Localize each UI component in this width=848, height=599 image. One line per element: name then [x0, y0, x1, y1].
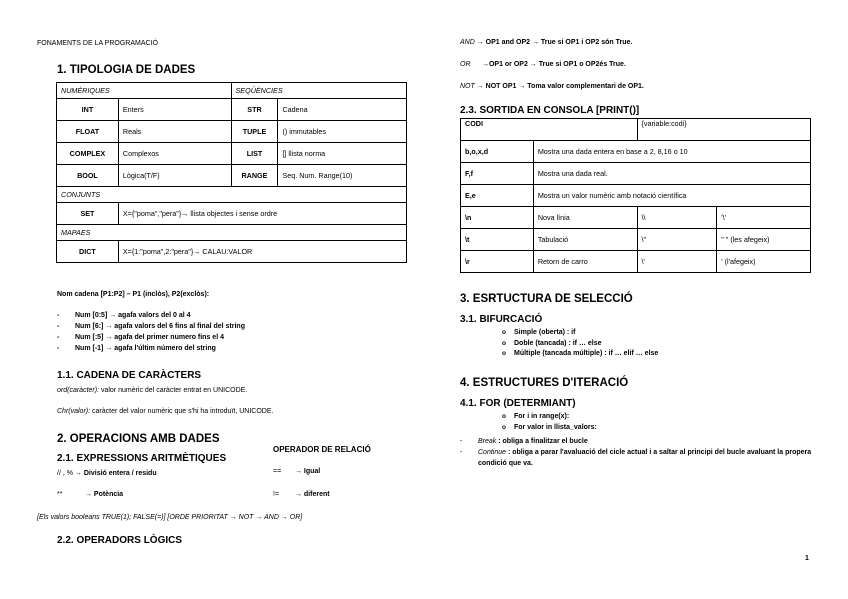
- slice-list: [57, 310, 397, 354]
- list-item: o Múltiple (tancada múltiple) : if … elif … else: [502, 349, 802, 360]
- table-section-row: [57, 225, 407, 241]
- list-item: o For i in range(x):: [502, 412, 802, 423]
- table-row: INT Enters STR Cadena: [57, 99, 407, 121]
- table-row: FLOAT Reals TUPLE () immutables: [57, 121, 407, 143]
- table-section-row: [57, 83, 407, 99]
- subsection-heading-print: 2.3. SORTIDA EN CONSOLA [PRINT()]: [460, 105, 640, 116]
- slice-note: Nom cadena [P1:P2] – P1 (inclòs), P2(exclòs):: [57, 291, 210, 298]
- list-item: - Num [0:5] → agafa valors del 0 al 4: [57, 310, 397, 321]
- list-item: - Break : obliga a finalitzar el bucle: [460, 436, 815, 447]
- arith-power: ** → Potència: [57, 491, 124, 498]
- list-item: o For valor in llista_valors:: [502, 423, 802, 434]
- table-row: SET X={"poma","pera"}→ llista objectes i sense ordre: [57, 203, 407, 225]
- sequences-header: SEQÜÈNCIES: [231, 83, 406, 99]
- iteration-keywords: [460, 436, 815, 469]
- print-codes-table: [460, 118, 811, 273]
- sets-header: CONJUNTS: [57, 187, 407, 203]
- logic-and: AND → OP1 and OP2 → True si OP1 i OP2 són True.: [460, 39, 633, 46]
- section-heading-operacions: 2. OPERACIONS AMB DADES: [57, 433, 220, 445]
- table-row: DICT X={1:"poma",2:"pera"}→ CALAU:VALOR: [57, 241, 407, 263]
- relation-equal: == → Igual: [273, 468, 321, 475]
- maps-header: MAPAES: [57, 225, 407, 241]
- relation-heading: OPERADOR DE RELACIÓ: [273, 445, 371, 454]
- selection-list: [502, 328, 802, 360]
- table-row: F,f Mostra una dada real.: [461, 163, 811, 185]
- subsection-heading-for: 4.1. FOR (DETERMIANT): [460, 398, 576, 409]
- ord-definition: ord(caràcter): valor numèric del caràcter entrat en UNICODE.: [57, 387, 248, 394]
- table-section-row: [57, 187, 407, 203]
- table-row: \n Nova línia \\ '\': [461, 207, 811, 229]
- boolean-priority-note: [Els valors booleans TRUE(1); FALSE(=)] [ORDE PRIORITAT → NOT → AND → OR]: [37, 514, 303, 521]
- list-item: o Doble (tancada) : if … else: [502, 339, 802, 350]
- subsection-heading-logics: 2.2. OPERADORS LÒGICS: [57, 535, 183, 546]
- list-item: o Simple (oberta) : if: [502, 328, 802, 339]
- list-item: - Num [:5] → agafa del primer numero fins el 4: [57, 332, 397, 343]
- logic-not: NOT → NOT OP1 → Toma valor complementari de OP1.: [460, 83, 644, 90]
- list-item: - Num [6:] → agafa valors del 6 fins al final del string: [57, 321, 397, 332]
- table-row: COMPLEX Complexos LIST [] llista norma: [57, 143, 407, 165]
- page-number: 1: [805, 555, 809, 562]
- table-header-row: CODI {variable:codi}: [461, 119, 811, 141]
- table-row: E,e Mostra un valor numèric amb notació científica: [461, 185, 811, 207]
- subsection-heading-cadena: 1.1. CADENA DE CARÀCTERS: [57, 370, 202, 381]
- chr-definition: Chr(valor): caràcter del valor numèric que s'hi ha introduït, UNICODE.: [57, 408, 274, 415]
- numeric-header: NUMÈRIQUES: [57, 83, 232, 99]
- table-row: b,o,x,d Mostra una dada entera en base a 2, 8,16 o 10: [461, 141, 811, 163]
- subsection-heading-aritmetiques: 2.1. EXPRESSIONS ARITMÈTIQUES: [57, 453, 227, 464]
- table-row: BOOL Lògica(T/F) RANGE Seq. Num. Range(10): [57, 165, 407, 187]
- data-types-table: [56, 82, 407, 263]
- subsection-heading-bifurcacio: 3.1. BIFURCACIÓ: [460, 314, 543, 325]
- document-header: FONAMENTS DE LA PROGRAMACIÓ: [37, 40, 158, 47]
- table-row: \t Tabulació \" " " (les afegeix): [461, 229, 811, 251]
- iteration-list: [502, 412, 802, 433]
- arith-division: // , % → Divisió entera / residu: [57, 470, 157, 477]
- logic-or: OR →OP1 or OP2 → True si OP1 o OP2és True.: [460, 61, 626, 68]
- section-heading-iteracio: 4. ESTRUCTURES D'ITERACIÓ: [460, 377, 629, 389]
- section-heading-tipologia: 1. TIPOLOGIA DE DADES: [57, 64, 196, 76]
- section-heading-seleccio: 3. ESRTUCTURA DE SELECCIÓ: [460, 293, 633, 305]
- list-item: - Continue : obliga a parar l'avaluació del cicle actual i a saltar al principi del bucle avaluant la propera condició que va.: [460, 447, 815, 469]
- table-row: \r Retorn de carro \' ' (l'afegeix): [461, 251, 811, 273]
- list-item: - Num [-1] → agafa l'últim número del string: [57, 343, 397, 354]
- relation-not-equal: != → diferent: [273, 491, 330, 498]
